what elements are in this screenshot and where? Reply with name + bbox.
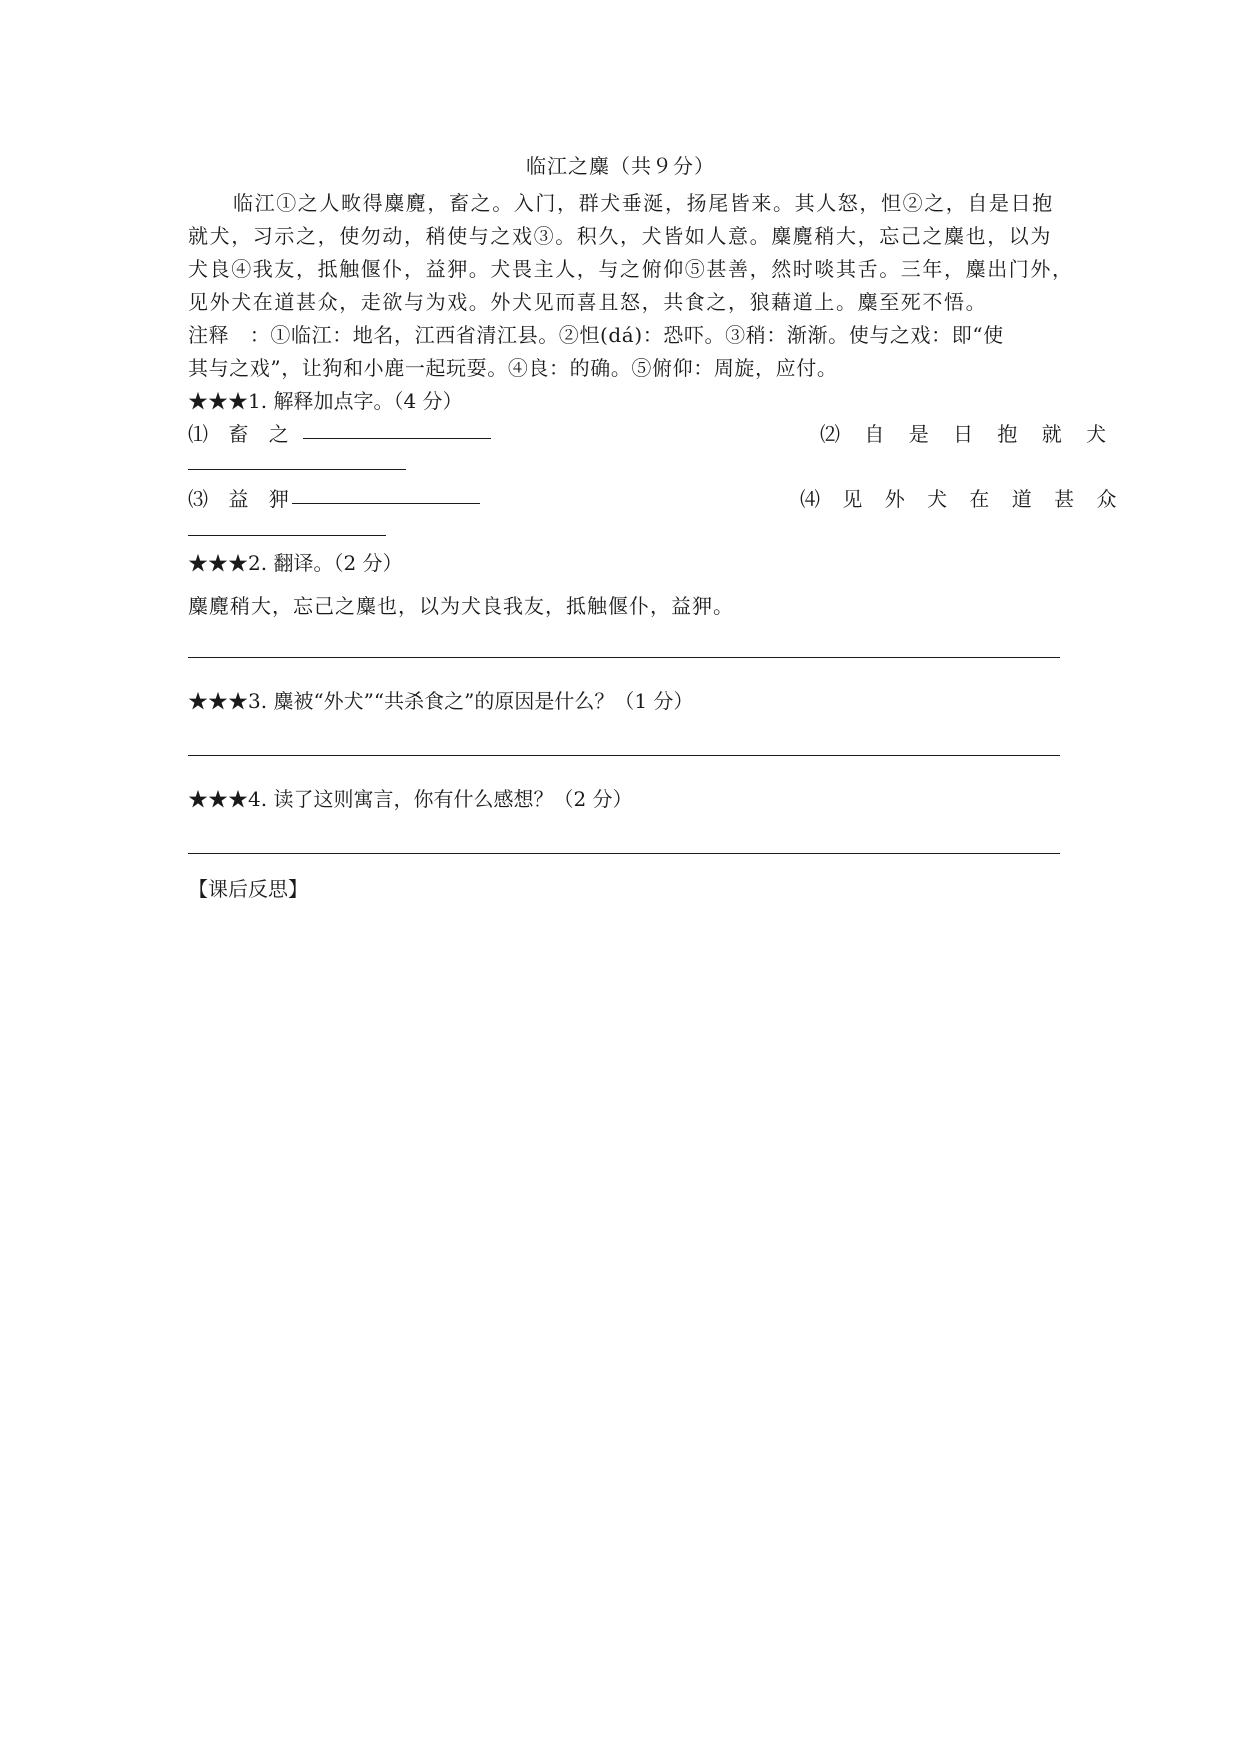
notes-line-2: 其与之戏”，让狗和小鹿一起玩耍。④良：的确。⑤俯仰：周旋，应付。 xyxy=(188,356,838,380)
q1-blank-2[interactable] xyxy=(188,469,406,470)
question-4-answer-line[interactable] xyxy=(188,853,1060,854)
question-2-stem: ★★★2. 翻译。（2 分） xyxy=(188,551,403,575)
q1-item-4: ⑷ 见 外 犬 在 道 甚 众 xyxy=(800,487,1125,511)
passage-line-1: 临江①之人畋得麋麑，畜之。入门，群犬垂涎，扬尾皆来。其人怒，怛②之，自是日抱 xyxy=(233,191,1054,215)
question-3-answer-line[interactable] xyxy=(188,755,1060,756)
q1-item-2: ⑵ 自 是 日 抱 就 犬 xyxy=(820,422,1116,446)
passage-line-3: 犬良④我友，抵触偃仆，益狎。犬畏主人，与之俯仰⑤甚善，然时啖其舌。三年，麋出门外， xyxy=(188,257,1074,281)
question-2-sentence: 麋麑稍大，忘己之麋也，以为犬良我友，抵触偃仆，益狎。 xyxy=(188,594,734,618)
passage-line-2: 就犬，习示之，使勿动，稍使与之戏③。积久，犬皆如人意。麋麑稍大，忘己之麋也，以为 xyxy=(188,224,1052,248)
question-1-stem: ★★★1. 解释加点字。（4 分） xyxy=(188,389,463,413)
question-3-stem: ★★★3. 麋被“外犬”“共杀食之”的原因是什么？（1 分） xyxy=(188,689,694,713)
passage-line-4: 见外犬在道甚众，走欲与为戏。外犬见而喜且怒，共食之，狼藉道上。麋至死不悟。 xyxy=(188,290,988,314)
q1-blank-3[interactable] xyxy=(292,503,480,504)
notes-line-1: 注释 ：①临江：地名，江西省清江县。②怛(dá)：恐吓。③稍：渐渐。使与之戏：即“使 xyxy=(188,323,1004,347)
q1-item-1: ⑴ 畜 之 xyxy=(188,422,296,446)
passage-title: 临江之麋（共９分） xyxy=(526,154,715,178)
reflection-heading: 【课后反思】 xyxy=(188,877,308,901)
q1-item-3: ⑶ 益 狎 xyxy=(188,487,296,511)
question-4-stem: ★★★4. 读了这则寓言，你有什么感想？（2 分） xyxy=(188,787,633,811)
q1-blank-1[interactable] xyxy=(303,438,491,439)
question-2-answer-line[interactable] xyxy=(188,657,1060,658)
q1-blank-4[interactable] xyxy=(188,535,386,536)
